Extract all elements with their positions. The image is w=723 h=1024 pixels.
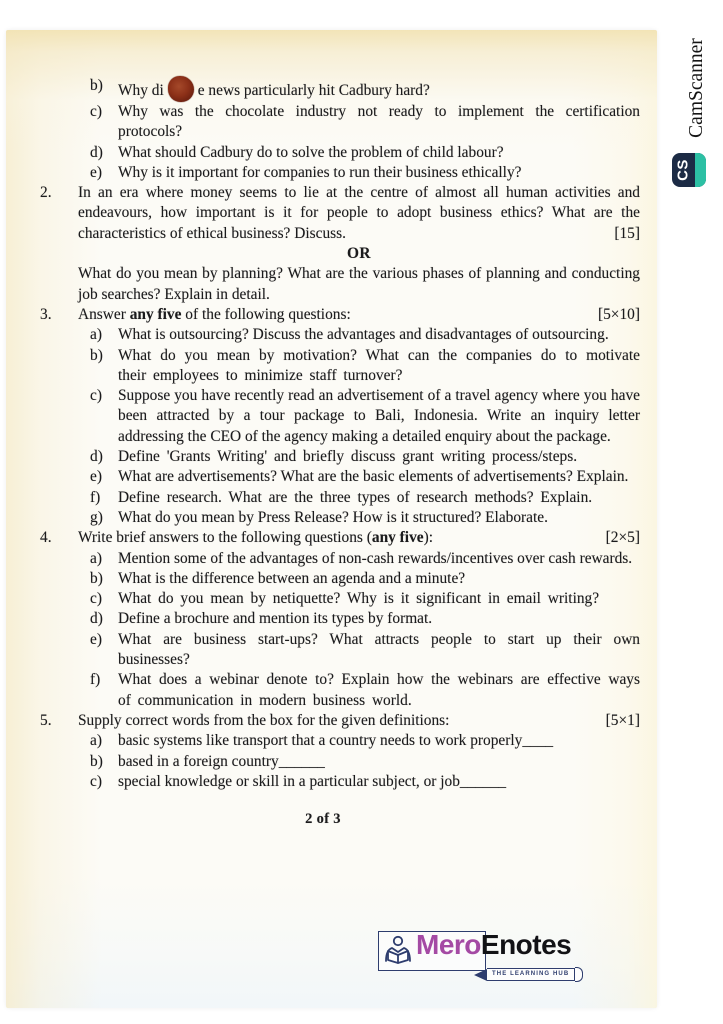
brand-tagline: THE LEARNING HUB bbox=[487, 968, 575, 981]
camscanner-watermark-text: CamScanner bbox=[686, 38, 707, 138]
question-head bbox=[78, 305, 640, 325]
brand-name-enotes: Enotes bbox=[480, 929, 572, 960]
pencil-eraser-icon bbox=[575, 967, 583, 982]
q5-item-a bbox=[6, 731, 640, 751]
brand-name bbox=[416, 929, 571, 961]
item-text: What are business start-ups? What attracts people to start up their own businesses? bbox=[118, 630, 640, 669]
page-number: 2 of 3 bbox=[305, 811, 341, 828]
item-letter: d) bbox=[90, 448, 103, 466]
question-5 bbox=[6, 711, 640, 731]
question-2 bbox=[6, 183, 640, 244]
question-number: 4. bbox=[40, 529, 52, 547]
item-letter: b) bbox=[90, 346, 103, 364]
question-number: 2. bbox=[40, 184, 52, 202]
item-letter: c) bbox=[90, 772, 102, 790]
q3-item-c bbox=[6, 386, 640, 447]
q5-item-c bbox=[6, 772, 640, 792]
q5-item-b bbox=[6, 752, 640, 772]
item-letter: c) bbox=[90, 103, 102, 120]
item-text: Mention some of the advantages of non-cash rewards/incentives over cash rewards. bbox=[118, 549, 633, 567]
brand-name-mero: Mero bbox=[416, 929, 481, 960]
q1-item-c bbox=[6, 102, 640, 143]
item-letter: g) bbox=[90, 508, 103, 526]
item-letter: f) bbox=[90, 488, 101, 506]
marks-badge: [5×1] bbox=[605, 711, 640, 729]
item-text-prefix: Why di bbox=[118, 82, 164, 99]
item-letter: f) bbox=[90, 671, 101, 689]
item-text: What should Cadbury do to solve the problem of child labour? bbox=[118, 143, 504, 161]
head-pre: Write brief answers to the following questions ( bbox=[78, 529, 372, 547]
q1-item-b bbox=[6, 76, 640, 102]
q3-item-f bbox=[6, 488, 640, 508]
item-text-suffix: e news particularly hit Cadbury hard? bbox=[197, 82, 430, 99]
pencil-tip-icon bbox=[474, 969, 487, 981]
question-4 bbox=[6, 528, 640, 548]
exam-paper-content bbox=[6, 30, 657, 829]
q1-item-e bbox=[6, 163, 640, 183]
item-letter: e) bbox=[90, 163, 102, 181]
head-text: Supply correct words from the box for the given definitions: bbox=[78, 711, 450, 729]
item-text: Define 'Grants Writing' and briefly discuss grant writing process/steps. bbox=[118, 448, 578, 466]
question-number: 3. bbox=[40, 305, 52, 323]
brand-tagline-pencil bbox=[474, 968, 583, 981]
meroenotes-logo bbox=[378, 928, 578, 986]
question-head bbox=[78, 528, 640, 548]
cs-badge-label: CS bbox=[674, 159, 692, 181]
item-text: Why was the chocolate industry not ready to implement the certification protocols? bbox=[118, 103, 640, 141]
item-text: Why is it important for companies to run their business ethically? bbox=[118, 163, 522, 181]
item-text: What does a webinar denote to? Explain how the webinars are effective ways of communication in modern business world. bbox=[118, 671, 640, 709]
question-2-body: In an era where money seems to lie at the centre of almost all human activities and endeavours, how important is it for people to adopt business ethics? What are the characteristics of ethical business? Discuss. bbox=[78, 184, 640, 242]
item-text: What do you mean by motivation? What can the companies do to motivate their employees to minimize staff turnover? bbox=[118, 346, 640, 384]
item-text: What do you mean by Press Release? How is it structured? Elaborate. bbox=[118, 508, 548, 526]
marks-badge: [15] bbox=[614, 224, 640, 242]
question-text bbox=[78, 183, 640, 244]
item-text bbox=[118, 76, 640, 102]
document-page bbox=[6, 30, 657, 1008]
question-text: What do you mean by planning? What are the various phases of planning and conducting job searches? Explain in detail. bbox=[78, 265, 640, 303]
head-pre: Answer bbox=[78, 305, 130, 323]
q3-item-d bbox=[6, 447, 640, 467]
q4-item-d bbox=[6, 609, 640, 629]
item-letter: e) bbox=[90, 468, 102, 486]
head-bold: any five bbox=[371, 529, 424, 547]
item-letter: d) bbox=[90, 143, 103, 161]
question-number: 5. bbox=[40, 711, 52, 729]
head-post: of the following questions: bbox=[181, 305, 351, 323]
item-text: What are advertisements? What are the basic elements of advertisements? Explain. bbox=[118, 468, 629, 486]
camscanner-badge bbox=[672, 153, 706, 187]
item-text: basic systems like transport that a country needs to work properly____ bbox=[118, 732, 554, 750]
q4-item-e bbox=[6, 630, 640, 671]
q4-item-a bbox=[6, 549, 640, 569]
q3-item-g bbox=[6, 508, 640, 528]
marks-badge: [5×10] bbox=[597, 305, 640, 323]
item-text: based in a foreign country______ bbox=[118, 752, 325, 770]
item-letter: b) bbox=[90, 77, 103, 94]
q3-item-a bbox=[6, 325, 640, 345]
item-letter: b) bbox=[90, 752, 103, 770]
item-letter: d) bbox=[90, 610, 103, 628]
q4-item-f bbox=[6, 670, 640, 711]
item-text: What is outsourcing? Discuss the advantages and disadvantages of outsourcing. bbox=[118, 326, 609, 344]
item-text: Define research. What are the three types of research methods? Explain. bbox=[118, 488, 593, 506]
item-letter: c) bbox=[90, 590, 102, 608]
red-stamp-dot bbox=[168, 76, 194, 102]
item-letter: c) bbox=[90, 387, 102, 405]
q3-item-b bbox=[6, 346, 640, 387]
question-3 bbox=[6, 305, 640, 325]
head-post: ): bbox=[423, 529, 434, 547]
item-letter: e) bbox=[90, 630, 102, 648]
item-text: Suppose you have recently read an advertisement of a travel agency where you have been attracted by a tour package to Bali, Indonesia. Write an inquiry letter addressing the CEO of the agency making a detailed enquiry about the package. bbox=[118, 387, 640, 445]
item-letter: a) bbox=[90, 549, 102, 567]
item-letter: a) bbox=[90, 326, 102, 344]
item-text: Define a brochure and mention its types by format. bbox=[118, 610, 433, 628]
marks-badge: [2×5] bbox=[605, 529, 640, 547]
question-number-spacer bbox=[40, 264, 78, 305]
item-letter: a) bbox=[90, 732, 102, 750]
item-letter: b) bbox=[90, 569, 103, 587]
item-text: special knowledge or skill in a particular subject, or job______ bbox=[118, 772, 507, 790]
question-head bbox=[78, 711, 640, 731]
reader-icon bbox=[382, 934, 414, 966]
q4-item-b bbox=[6, 569, 640, 589]
or-separator: OR bbox=[346, 245, 372, 263]
camscanner-badge-teal-stripe bbox=[695, 153, 706, 187]
item-text: What do you mean by netiquette? Why is it significant in email writing? bbox=[118, 590, 600, 608]
q1-item-d bbox=[6, 143, 640, 163]
q3-item-e bbox=[6, 467, 640, 487]
head-bold: any five bbox=[129, 305, 182, 323]
q4-item-c bbox=[6, 589, 640, 609]
item-text: What is the difference between an agenda and a minute? bbox=[118, 569, 466, 587]
question-2-alternative bbox=[6, 264, 640, 305]
